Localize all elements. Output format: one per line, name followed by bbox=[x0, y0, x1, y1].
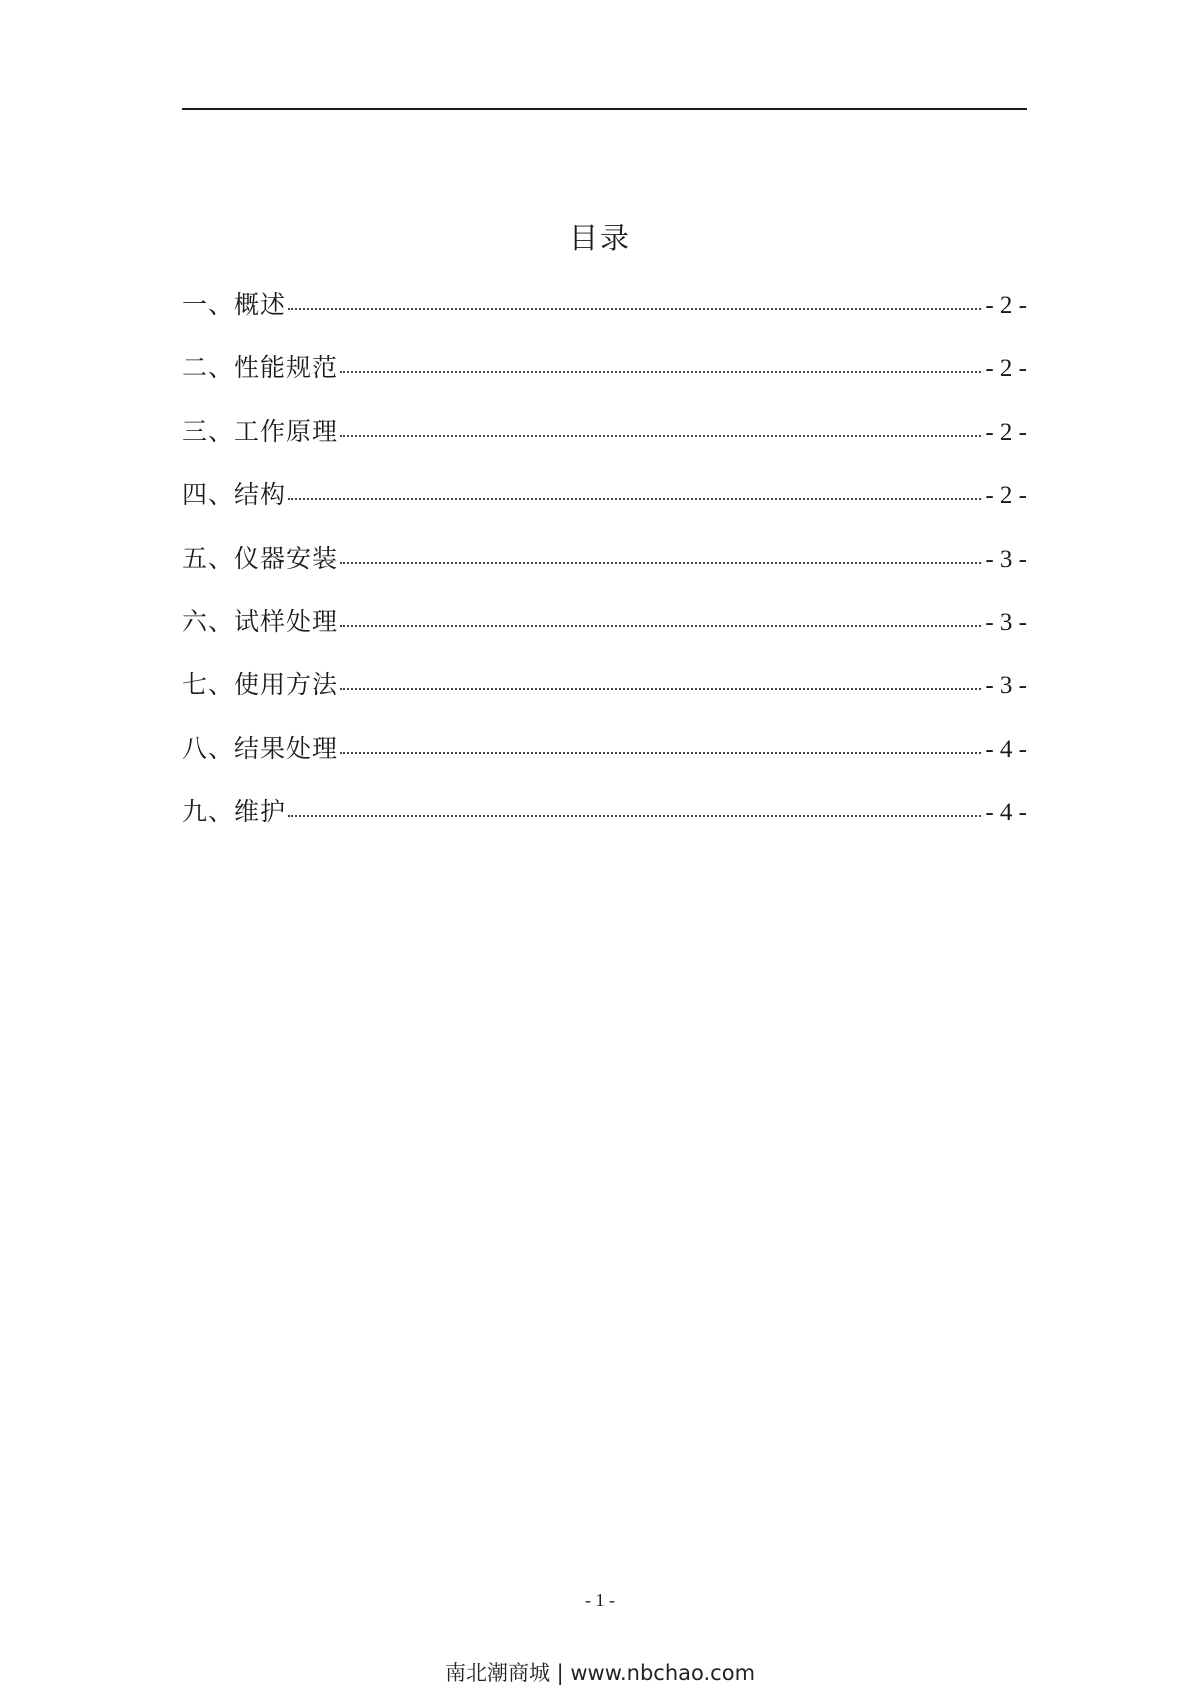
toc-entry-performance-specs[interactable] bbox=[182, 350, 1027, 413]
toc-entry-label: 六、试样处理 bbox=[182, 606, 339, 636]
toc-dot-leader bbox=[288, 815, 981, 817]
toc-entry-label: 八、结果处理 bbox=[182, 733, 339, 763]
toc-entry-usage[interactable] bbox=[182, 667, 1027, 730]
toc-entry-label: 二、性能规范 bbox=[182, 353, 339, 383]
toc-entry-page: - 3 - bbox=[985, 608, 1027, 636]
page-number: - 1 - bbox=[585, 1590, 615, 1610]
toc-entry-page: - 2 - bbox=[985, 292, 1027, 319]
toc-dot-leader bbox=[340, 625, 981, 627]
table-of-contents bbox=[182, 287, 1027, 858]
toc-entry-label: 四、结构 bbox=[182, 480, 287, 510]
toc-entry-installation[interactable] bbox=[182, 541, 1027, 604]
toc-entry-result-processing[interactable] bbox=[182, 731, 1027, 794]
toc-entry-label: 一、概述 bbox=[182, 290, 287, 319]
toc-entry-page: - 3 - bbox=[985, 672, 1027, 700]
toc-dot-leader bbox=[288, 498, 981, 500]
toc-entry-label: 九、维护 bbox=[182, 797, 287, 827]
toc-entry-overview[interactable] bbox=[182, 287, 1027, 350]
toc-dot-leader bbox=[340, 688, 981, 690]
toc-entry-page: - 3 - bbox=[985, 545, 1027, 573]
toc-entry-sample-preparation[interactable] bbox=[182, 604, 1027, 667]
toc-entry-page: - 2 - bbox=[985, 355, 1027, 383]
toc-title: 目录 bbox=[568, 221, 631, 255]
toc-entry-label: 七、使用方法 bbox=[182, 670, 339, 700]
header-rule bbox=[182, 108, 1027, 110]
toc-dot-leader bbox=[288, 308, 981, 310]
toc-entry-maintenance[interactable] bbox=[182, 794, 1027, 857]
toc-dot-leader bbox=[340, 435, 981, 437]
toc-dot-leader bbox=[340, 371, 981, 373]
toc-entry-page: - 2 - bbox=[985, 418, 1027, 446]
footer-brand: 南北潮商城 | www.nbchao.com bbox=[444, 1661, 756, 1685]
toc-entry-structure[interactable] bbox=[182, 477, 1027, 540]
toc-dot-leader bbox=[340, 752, 981, 754]
toc-entry-page: - 4 - bbox=[985, 735, 1027, 763]
toc-dot-leader bbox=[340, 562, 981, 564]
toc-entry-label: 五、仪器安装 bbox=[182, 543, 339, 573]
toc-entry-page: - 4 - bbox=[985, 799, 1027, 827]
toc-entry-page: - 2 - bbox=[985, 482, 1027, 510]
toc-entry-working-principle[interactable] bbox=[182, 414, 1027, 477]
toc-entry-label: 三、工作原理 bbox=[182, 416, 339, 446]
